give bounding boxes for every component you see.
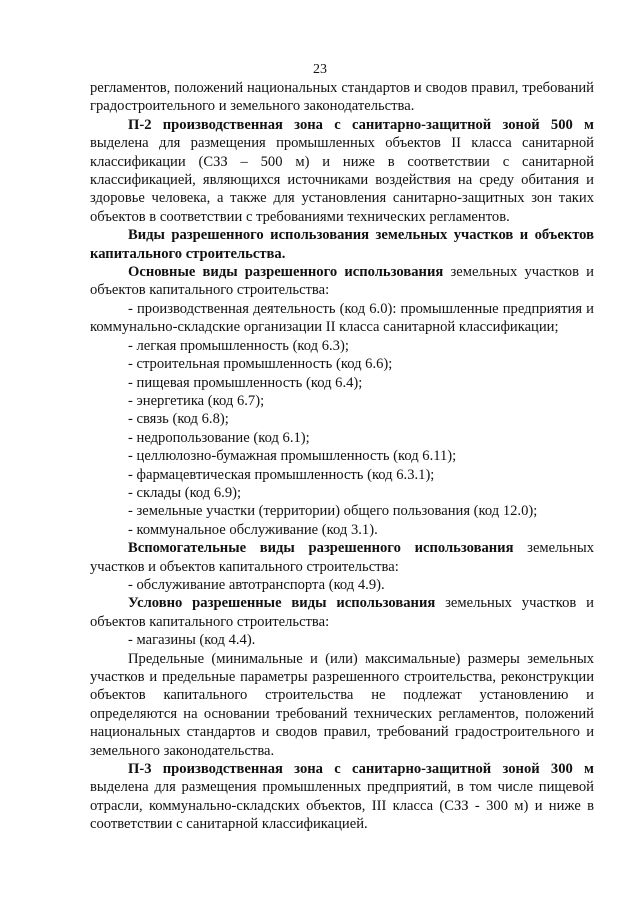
list-item: - целлюлозно-бумажная промышленность (код 6.11);	[128, 448, 457, 465]
paragraph-auxiliary-usage: Вспомогательные виды разрешенного использования земельных участков и объектов капитального строительства:	[90, 540, 594, 575]
list-item: - магазины (код 4.4).	[128, 632, 256, 649]
list-item: - земельные участки (территории) общего пользования (код 12.0);	[128, 503, 538, 520]
paragraph-main-usage: Основные виды разрешенного использования земельных участков и объектов капитального строительства:	[90, 264, 594, 299]
list-item: - строительная промышленность (код 6.6);	[128, 356, 393, 373]
list-item: - легкая промышленность (код 6.3);	[128, 337, 349, 354]
paragraph-zone-p2: П-2 производственная зона с санитарно-защитной зоной 500 м выделена для размещения промышленных объектов II класса санитарной классификации (СЗЗ – 500 м) и ниже в соответствии с санитарной классификацией, являющихся источниками воздействия на среду обитания и здоровье человека, а также для установления санитарно-защитных зон таких объектов в соответствии с требованиями технических регламентов.	[90, 116, 594, 225]
paragraph-conditional-usage: Условно разрешенные виды использования земельных участков и объектов капитального строительства:	[90, 595, 594, 630]
list-item: - склады (код 6.9);	[128, 484, 242, 501]
list-item: - энергетика (код 6.7);	[128, 392, 265, 409]
list-item: - пищевая промышленность (код 6.4);	[128, 374, 363, 391]
list-item: - производственная деятельность (код 6.0): промышленные предприятия и коммунально-складские организации II класса санитарной классификации;	[90, 300, 594, 336]
list-item: - коммунальное обслуживание (код 3.1).	[128, 521, 378, 538]
list-item: - недропользование (код 6.1);	[128, 429, 310, 446]
paragraph-usage-types-heading: Виды разрешенного использования земельных участков и объектов капитального строительства.	[90, 227, 594, 262]
document-body	[90, 79, 594, 834]
list-item: - фармацевтическая промышленность (код 6.3.1);	[128, 466, 435, 483]
list-item: - обслуживание автотранспорта (код 4.9).	[128, 576, 385, 593]
zone-p2-heading: П-2 производственная зона с санитарно-защитной зоной 500 м	[128, 116, 594, 133]
zone-p3-heading: П-3 производственная зона с санитарно-защитной зоной 300 м	[128, 761, 594, 778]
paragraph-continuation: регламентов, положений национальных стандартов и сводов правил, требований градостроительного и земельного законодательства.	[90, 80, 594, 115]
paragraph-limit-sizes: Предельные (минимальные и (или) максимальные) размеры земельных участков и предельные параметры разрешенного строительства, реконструкции объектов капитального строительства не подлежат установлению и определяются на основании требований технических регламентов, положений национальных стандартов и сводов правил, требований градостроительного и земельного законодательства.	[90, 650, 594, 759]
paragraph-zone-p3: П-3 производственная зона с санитарно-защитной зоной 300 м выделена для размещения промышленных предприятий, в том числе пищевой отрасли, коммунально-складских объектов, III класса (СЗЗ - 300 м) и ниже в соответствии с санитарной классификацией.	[90, 761, 594, 833]
list-item: - связь (код 6.8);	[128, 411, 229, 428]
page-number: 23	[313, 62, 327, 77]
